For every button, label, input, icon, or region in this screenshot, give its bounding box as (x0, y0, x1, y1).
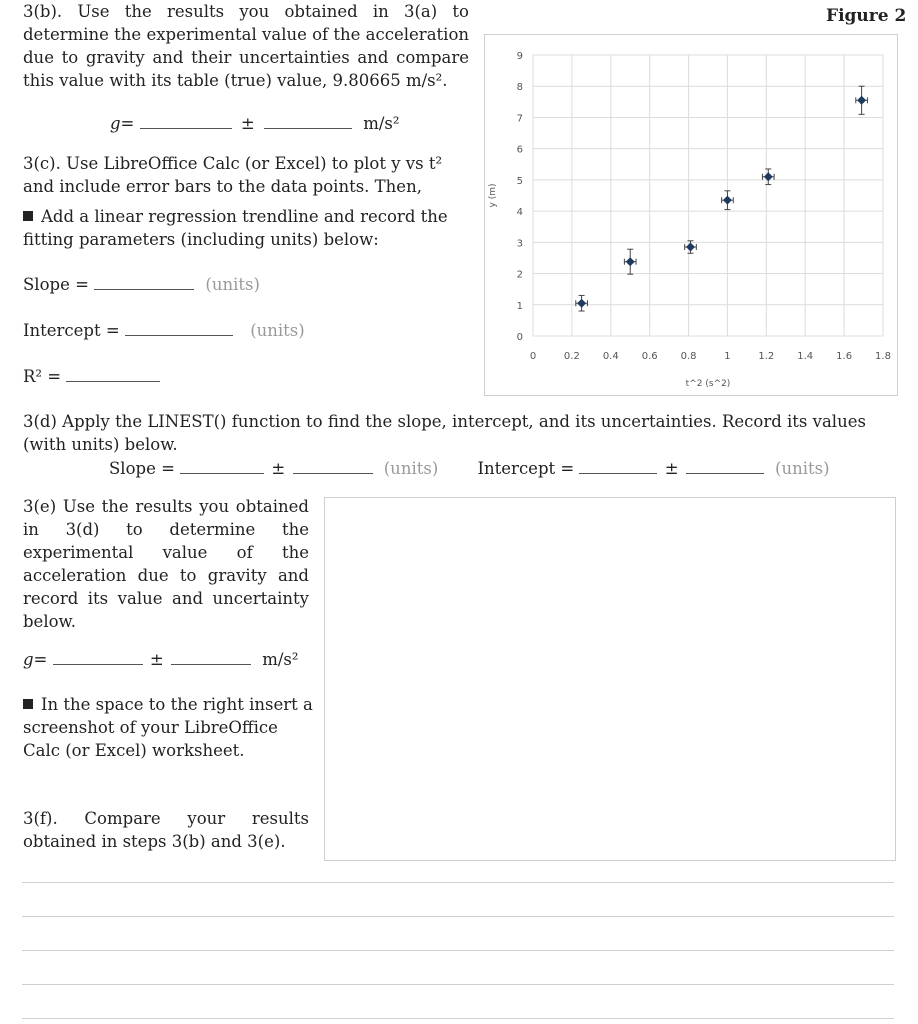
q3d-pm: ± (271, 459, 286, 478)
q3d-intercept-field[interactable] (579, 472, 657, 474)
q3c-r2-label: R² = (23, 367, 62, 386)
q3f-text: 3(f). Compare your results obtained in steps 3(b) and 3(e). (23, 809, 309, 851)
q3c-r2-row (23, 365, 160, 388)
scatter-chart (485, 35, 897, 395)
q3e-g-label: g= (23, 650, 48, 669)
q3b-unit: m/s² (363, 114, 400, 133)
answer-line[interactable] (22, 882, 894, 883)
data-point (857, 96, 866, 105)
q3e-unit: m/s² (262, 650, 299, 669)
x-tick-label: 0.4 (602, 351, 619, 362)
answer-line[interactable] (22, 950, 894, 951)
q3e-g-row (23, 648, 299, 671)
q3b-g-uncertainty-field[interactable] (264, 127, 352, 129)
y-tick-label: 8 (516, 82, 523, 94)
q3e-g-value-field[interactable] (53, 663, 143, 665)
x-tick-label: 0 (529, 351, 537, 362)
q3d-intercept-label: Intercept = (477, 459, 575, 478)
y-tick-label: 3 (516, 238, 523, 250)
x-tick-label: 0.6 (641, 351, 658, 362)
q3b-g-value-field[interactable] (140, 127, 232, 129)
q3d-row (109, 457, 830, 480)
q3c-intercept-units: (units) (250, 321, 305, 340)
q3b-g-row (110, 112, 400, 135)
q3b-text: 3(b). Use the results you obtained in 3(a) to determine the experimental value of the acceleration due to gravity and their uncertainties and compare this value with its table (true) value, 9.80665 m/s². (23, 2, 469, 90)
q3c-intercept-row (23, 319, 305, 342)
q3c-text: 3(c). Use LibreOffice Calc (or Excel) to plot y vs t² and include error bars to the data points. Then, (23, 154, 443, 196)
q3b-pm: ± (240, 114, 255, 133)
q3d-text: 3(d) Apply the LINEST() function to find the slope, intercept, and its uncertainties. Record its values (with units) below. (23, 412, 866, 454)
q3c-slope-label: Slope = (23, 275, 89, 294)
y-tick-label: 0 (516, 332, 523, 343)
y-tick-label: 9 (516, 51, 523, 62)
q3b-g-label: g= (110, 114, 135, 133)
data-point (723, 196, 732, 205)
y-tick-label: 1 (516, 300, 523, 312)
q3c-r2-field[interactable] (66, 380, 160, 382)
q3c-bullet: Add a linear regression trendline and record the fitting parameters (including units) below: (23, 207, 448, 249)
q3c-intercept-label: Intercept = (23, 321, 120, 340)
q3e-pm: ± (149, 650, 164, 669)
chart-frame (484, 34, 898, 396)
q3c-bullet-row (23, 205, 469, 251)
y-tick-label: 5 (516, 175, 523, 187)
data-point (626, 257, 635, 266)
x-tick-label: 1.2 (758, 351, 775, 362)
q3d-slope-uncertainty-field[interactable] (293, 472, 373, 474)
x-tick-label: 1.4 (797, 351, 814, 362)
q3c-intercept-field[interactable] (125, 334, 233, 336)
q3d-pm2: ± (664, 459, 679, 478)
bullet-square-icon (23, 699, 33, 709)
q3e-g-uncertainty-field[interactable] (171, 663, 251, 665)
q3d-slope-field[interactable] (180, 472, 264, 474)
q3e-bullet-row (23, 693, 313, 762)
y-tick-label: 4 (516, 207, 523, 219)
q3c-slope-field[interactable] (94, 288, 194, 290)
x-tick-label: 1 (724, 351, 731, 362)
q3d-intercept-units: (units) (775, 459, 830, 478)
y-axis-label: y (m) (488, 183, 498, 208)
figure-title: Figure 2 (826, 6, 907, 26)
data-point (686, 243, 695, 252)
answer-line[interactable] (22, 1018, 894, 1019)
x-tick-label: 0.2 (563, 351, 580, 362)
answer-line[interactable] (22, 916, 894, 917)
q3e-bullet: In the space to the right insert a screenshot of your LibreOffice Calc (or Excel) worksheet. (23, 695, 313, 760)
q3d-slope-units: (units) (383, 459, 439, 478)
q3e-text: 3(e) Use the results you obtained in 3(d) to determine the experimental value of the acceleration due to gravity and record its value and uncertainty below. (23, 497, 309, 631)
q3d-slope-label: Slope = (109, 459, 175, 478)
y-tick-label: 2 (516, 269, 523, 281)
x-tick-label: 1.8 (875, 351, 891, 362)
data-point (577, 299, 586, 308)
q3c-slope-row (23, 273, 260, 296)
q3d-intercept-uncertainty-field[interactable] (686, 472, 764, 474)
y-tick-label: 6 (516, 144, 523, 156)
screenshot-answer-box[interactable] (324, 497, 896, 861)
x-axis-label: t^2 (s^2) (685, 379, 731, 389)
bullet-square-icon (23, 211, 33, 221)
y-tick-label: 7 (516, 113, 523, 125)
q3c-slope-units: (units) (205, 275, 260, 294)
x-tick-label: 0.8 (680, 351, 697, 362)
x-tick-label: 1.6 (836, 351, 853, 362)
answer-line[interactable] (22, 984, 894, 985)
